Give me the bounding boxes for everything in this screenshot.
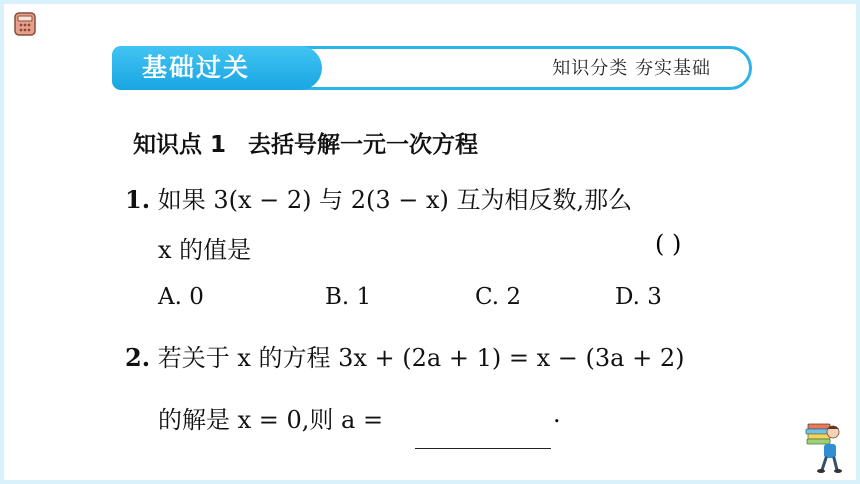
option-d: D. 3 <box>615 284 662 310</box>
section-title: 基础过关 <box>142 53 251 82</box>
answer-blank[interactable] <box>415 448 551 449</box>
question-1-answer-paren: ( ) <box>655 230 682 258</box>
question-2-end: . <box>553 400 561 428</box>
knowledge-point-topic: 去括号解一元一次方程 <box>248 132 479 158</box>
calculator-icon <box>14 12 36 36</box>
question-2-number: 2. <box>125 343 151 372</box>
section-banner-pill <box>112 46 322 90</box>
knowledge-point-heading <box>133 126 478 159</box>
section-subtitle: 知识分类 夯实基础 <box>552 58 711 79</box>
question-2-line-1 <box>125 338 684 373</box>
question-1-line-1 <box>125 180 632 215</box>
question-1-number: 1. <box>125 185 151 214</box>
question-1-text: 如果 3(x − 2) 与 2(3 − x) 互为相反数,那么 <box>157 186 633 214</box>
question-1-line-2: x 的值是 <box>158 236 252 264</box>
section-banner <box>112 46 752 90</box>
option-c: C. 2 <box>475 284 522 310</box>
knowledge-point-label: 知识点 1 <box>133 132 227 158</box>
option-a: A. 0 <box>158 284 204 310</box>
student-carrying-books-icon <box>800 418 844 474</box>
question-2-text: 若关于 x 的方程 3x + (2a + 1) = x − (3a + 2) <box>157 344 685 372</box>
option-b: B. 1 <box>325 284 372 310</box>
question-2-line-2: 的解是 x = 0,则 a = <box>158 406 384 434</box>
